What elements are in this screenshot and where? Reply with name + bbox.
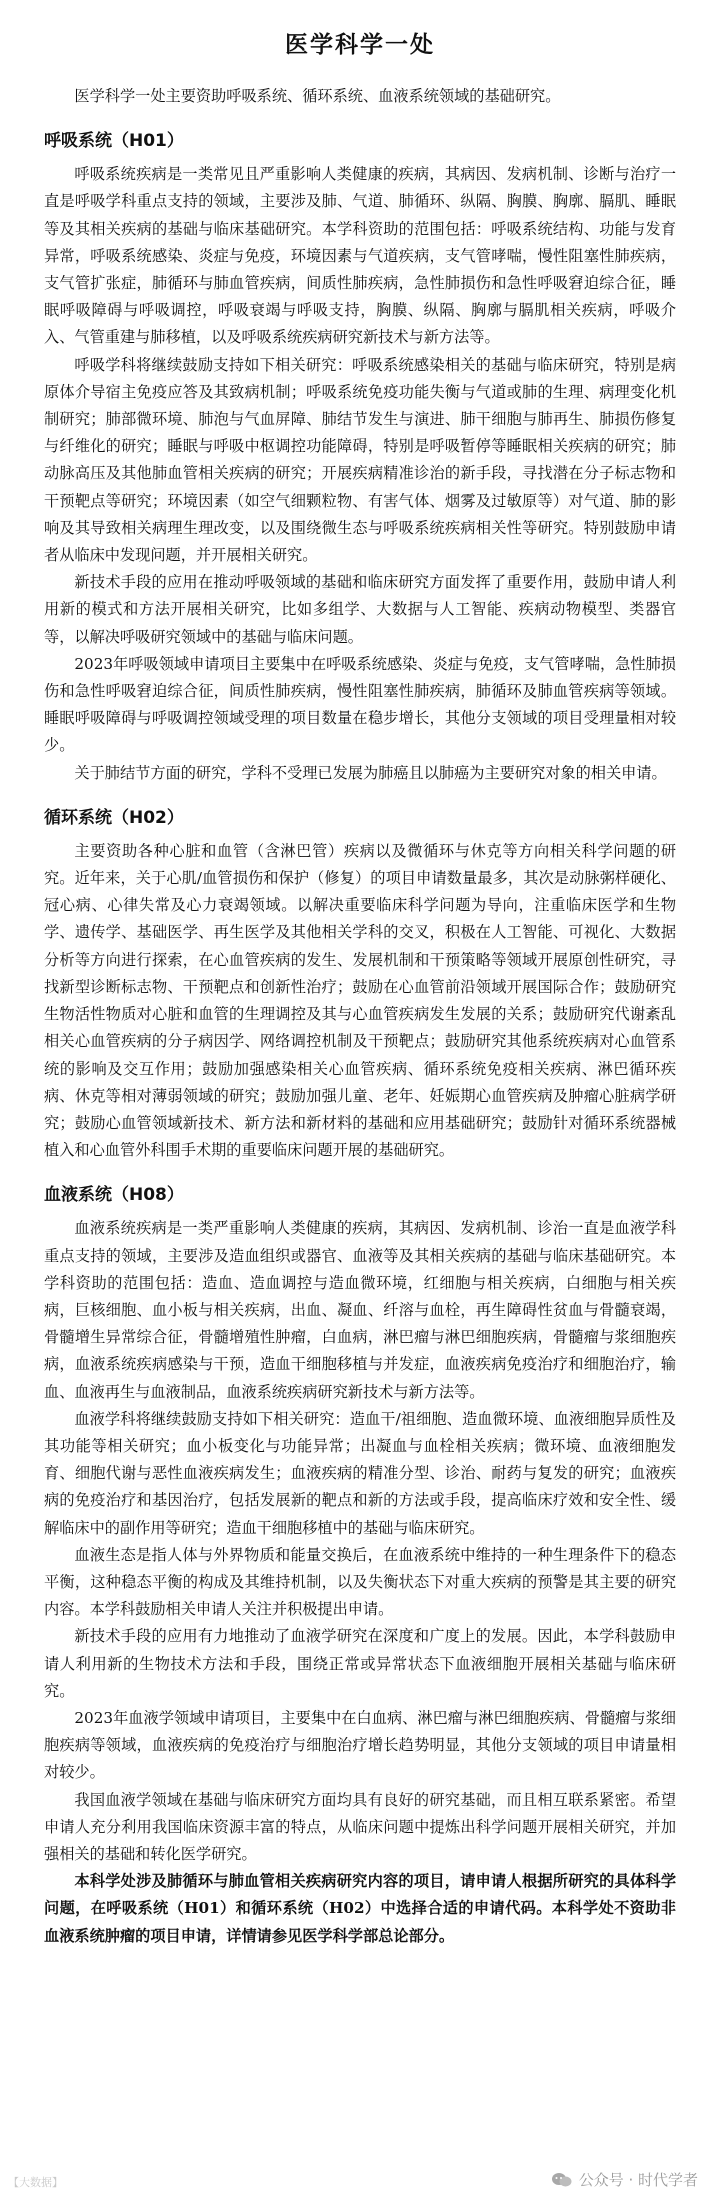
page-title: 医学科学一处: [285, 31, 435, 58]
left-watermark: 【大数据】: [8, 2176, 63, 2189]
wechat-icon: [551, 2172, 573, 2188]
intro-paragraph: 医学科学一处主要资助呼吸系统、循环系统、血液系统领域的基础研究。: [74, 87, 561, 105]
respiratory-paragraph-1: 呼吸系统疾病是一类常见且严重影响人类健康的疾病，其病因、发病机制、诊断与治疗一直是呼吸学科重点支持的领域，主要涉及肺、气道、肺循环、纵隔、胸膜、胸廓、膈肌、睡眠等及其相关疾病的基础与临床基础研究。本学科资助的范围包括：呼吸系统结构、功能与发育异常，呼吸系统感染、炎症与免疫，环境因素与气道疾病，支气管哮喘，慢性阻塞性肺疾病，支气管扩张症，肺循环与肺血管疾病，间质性肺疾病，急性肺损伤和急性呼吸窘迫综合征，睡眠呼吸障碍与呼吸调控，呼吸衰竭与呼吸支持，胸膜、纵隔、胸廓与膈肌相关疾病，呼吸介入、气管重建与肺移植，以及呼吸系统疾病研究新技术与新方法等。: [44, 165, 676, 347]
respiratory-paragraph-4: 2023年呼吸领域申请项目主要集中在呼吸系统感染、炎症与免疫，支气管哮喘，急性肺损伤和急性呼吸窘迫综合征，间质性肺疾病，慢性阻塞性肺疾病，肺循环及肺血管疾病等领域。睡眠呼吸障碍与呼吸调控领域受理的项目数量在稳步增长，其他分支领域的项目受理量相对较少。: [44, 654, 676, 755]
blood-paragraph-4: 新技术手段的应用有力地推动了血液学研究在深度和广度上的发展。因此，本学科鼓励申请人利用新的生物技术方法和手段，围绕正常或异常状态下血液细胞开展相关基础与临床研究。: [44, 1627, 676, 1700]
blood-paragraph-1: 血液系统疾病是一类严重影响人类健康的疾病，其病因、发病机制、诊治一直是血液学科重点支持的领域，主要涉及造血组织或器官、血液等及其相关疾病的基础与临床基础研究。本学科资助的范围包括：造血、造血调控与造血微环境，红细胞与相关疾病，白细胞与相关疾病，巨核细胞、血小板与相关疾病，出血、凝血、纤溶与血栓，再生障碍性贫血与骨髓衰竭，骨髓增生异常综合征，骨髓增殖性肿瘤，白血病，淋巴瘤与淋巴细胞疾病，骨髓瘤与浆细胞疾病，血液系统疾病感染与干预，造血干细胞移植与并发症，血液疾病免疫治疗和细胞治疗，输血、血液再生与血液制品，血液系统疾病研究新技术与新方法等。: [44, 1219, 676, 1401]
right-watermark-text: 公众号 · 时代学者: [578, 2171, 698, 2189]
respiratory-paragraph-2: 呼吸学科将继续鼓励支持如下相关研究：呼吸系统感染相关的基础与临床研究，特别是病原体介导宿主免疫应答及其致病机制；呼吸系统免疫功能失衡与气道或肺的生理、病理变化机制研究；肺部微环境、肺泡与气血屏障、肺结节发生与演进、肺干细胞与肺再生、肺损伤修复与纤维化的研究；睡眠与呼吸中枢调控功能障碍，特别是呼吸暂停等睡眠相关疾病的研究；肺动脉高压及其他肺血管相关疾病的研究；开展疾病精准诊治的新手段，寻找潜在分子标志物和干预靶点等研究；环境因素（如空气细颗粒物、有害气体、烟雾及过敏原等）对气道、肺的影响及其导致相关病理生理改变，以及围绕微生态与呼吸系统疾病相关性等研究。特别鼓励申请者从临床中发现问题，并开展相关研究。: [44, 355, 676, 565]
blood-paragraph-3: 血液生态是指人体与外界物质和能量交换后，在血液系统中维持的一种生理条件下的稳态平衡，这种稳态平衡的构成及其维持机制，以及失衡状态下对重大疾病的预警是其主要的研究内容。本学科鼓励相关申请人关注并积极提出申请。: [44, 1545, 676, 1619]
footer-watermarks: [0, 2160, 720, 2200]
section-heading-respiratory: 呼吸系统（H01）: [44, 131, 184, 152]
section-heading-circulatory: 循环系统（H02）: [44, 807, 184, 828]
respiratory-paragraph-5: 关于肺结节方面的研究，学科不受理已发展为肺癌且以肺癌为主要研究对象的相关申请。: [74, 763, 667, 782]
right-watermark: [551, 2169, 698, 2190]
blood-paragraph-6: 我国血液学领域在基础与临床研究方面均具有良好的研究基础，而且相互联系紧密。希望申请人充分利用我国临床资源丰富的特点，从临床问题中提炼出科学问题开展相关研究，并加强相关的基础和转化医学研究。: [44, 1790, 676, 1863]
blood-paragraph-5: 2023年血液学领域申请项目，主要集中在白血病、淋巴瘤与淋巴细胞疾病、骨髓瘤与浆细胞疾病等领域，血液疾病的免疫治疗与细胞治疗增长趋势明显，其他分支领域的项目申请量相对较少。: [44, 1708, 676, 1782]
circulatory-paragraph-1: 主要资助各种心脏和血管（含淋巴管）疾病以及微循环与休克等方向相关科学问题的研究。近年来，关于心肌/血管损伤和保护（修复）的项目申请数量最多，其次是动脉粥样硬化、冠心病、心律失常及心力衰竭领域。以解决重要临床科学问题为导向，注重临床医学和生物学、遗传学、基础医学、再生医学及其他相关学科的交叉，积极在人工智能、可视化、大数据分析等方向进行探索，在心血管疾病的发生、发展机制和干预策略等领域开展原创性研究，寻找新型诊断标志物、干预靶点和创新性治疗；鼓励在心血管前沿领域开展国际合作；鼓励研究生物活性物质对心脏和血管的生理调控及其与心血管疾病发生发展的关系；鼓励研究代谢紊乱相关心血管疾病的分子病因学、网络调控机制及干预靶点；鼓励研究其他系统疾病对心血管系统的影响及交互作用；鼓励加强感染相关心血管疾病、循环系统免疫相关疾病、淋巴循环疾病、休克等相对薄弱领域的研究；鼓励加强儿童、老年、妊娠期心血管疾病及肿瘤心脏病学研究；鼓励心血管领域新技术、新方法和新材料的基础和应用基础研究；鼓励针对循环系统器械植入和心血管外科围手术期的重要临床问题开展的基础研究。: [44, 841, 676, 1160]
blood-paragraph-2: 血液学科将继续鼓励支持如下相关研究：造血干/祖细胞、造血微环境、血液细胞异质性及其功能等相关研究；血小板变化与功能异常；出凝血与血栓相关疾病；微环境、血液细胞发育、细胞代谢与恶性血液疾病发生；血液疾病的精准分型、诊治、耐药与复发的研究；血液疾病的免疫治疗和基因治疗，包括发展新的靶点和新的方法或手段，提高临床疗效和安全性、缓解临床中的副作用等研究；造血干细胞移植中的基础与临床研究。: [44, 1409, 676, 1537]
respiratory-paragraph-3: 新技术手段的应用在推动呼吸领域的基础和临床研究方面发挥了重要作用，鼓励申请人利用新的模式和方法开展相关研究，比如多组学、大数据与人工智能、疾病动物模型、类器官等，以解决呼吸研究领域中的基础与临床问题。: [44, 573, 676, 646]
section-heading-blood: 血液系统（H08）: [44, 1185, 184, 1206]
final-note: 本科学处涉及肺循环与肺血管相关疾病研究内容的项目，请申请人根据所研究的具体科学问题，在呼吸系统（H01）和循环系统（H02）中选择合适的申请代码。本科学处不资助非血液系统肿瘤的项目申请，详情请参见医学科学部总论部分。: [44, 1872, 676, 1945]
